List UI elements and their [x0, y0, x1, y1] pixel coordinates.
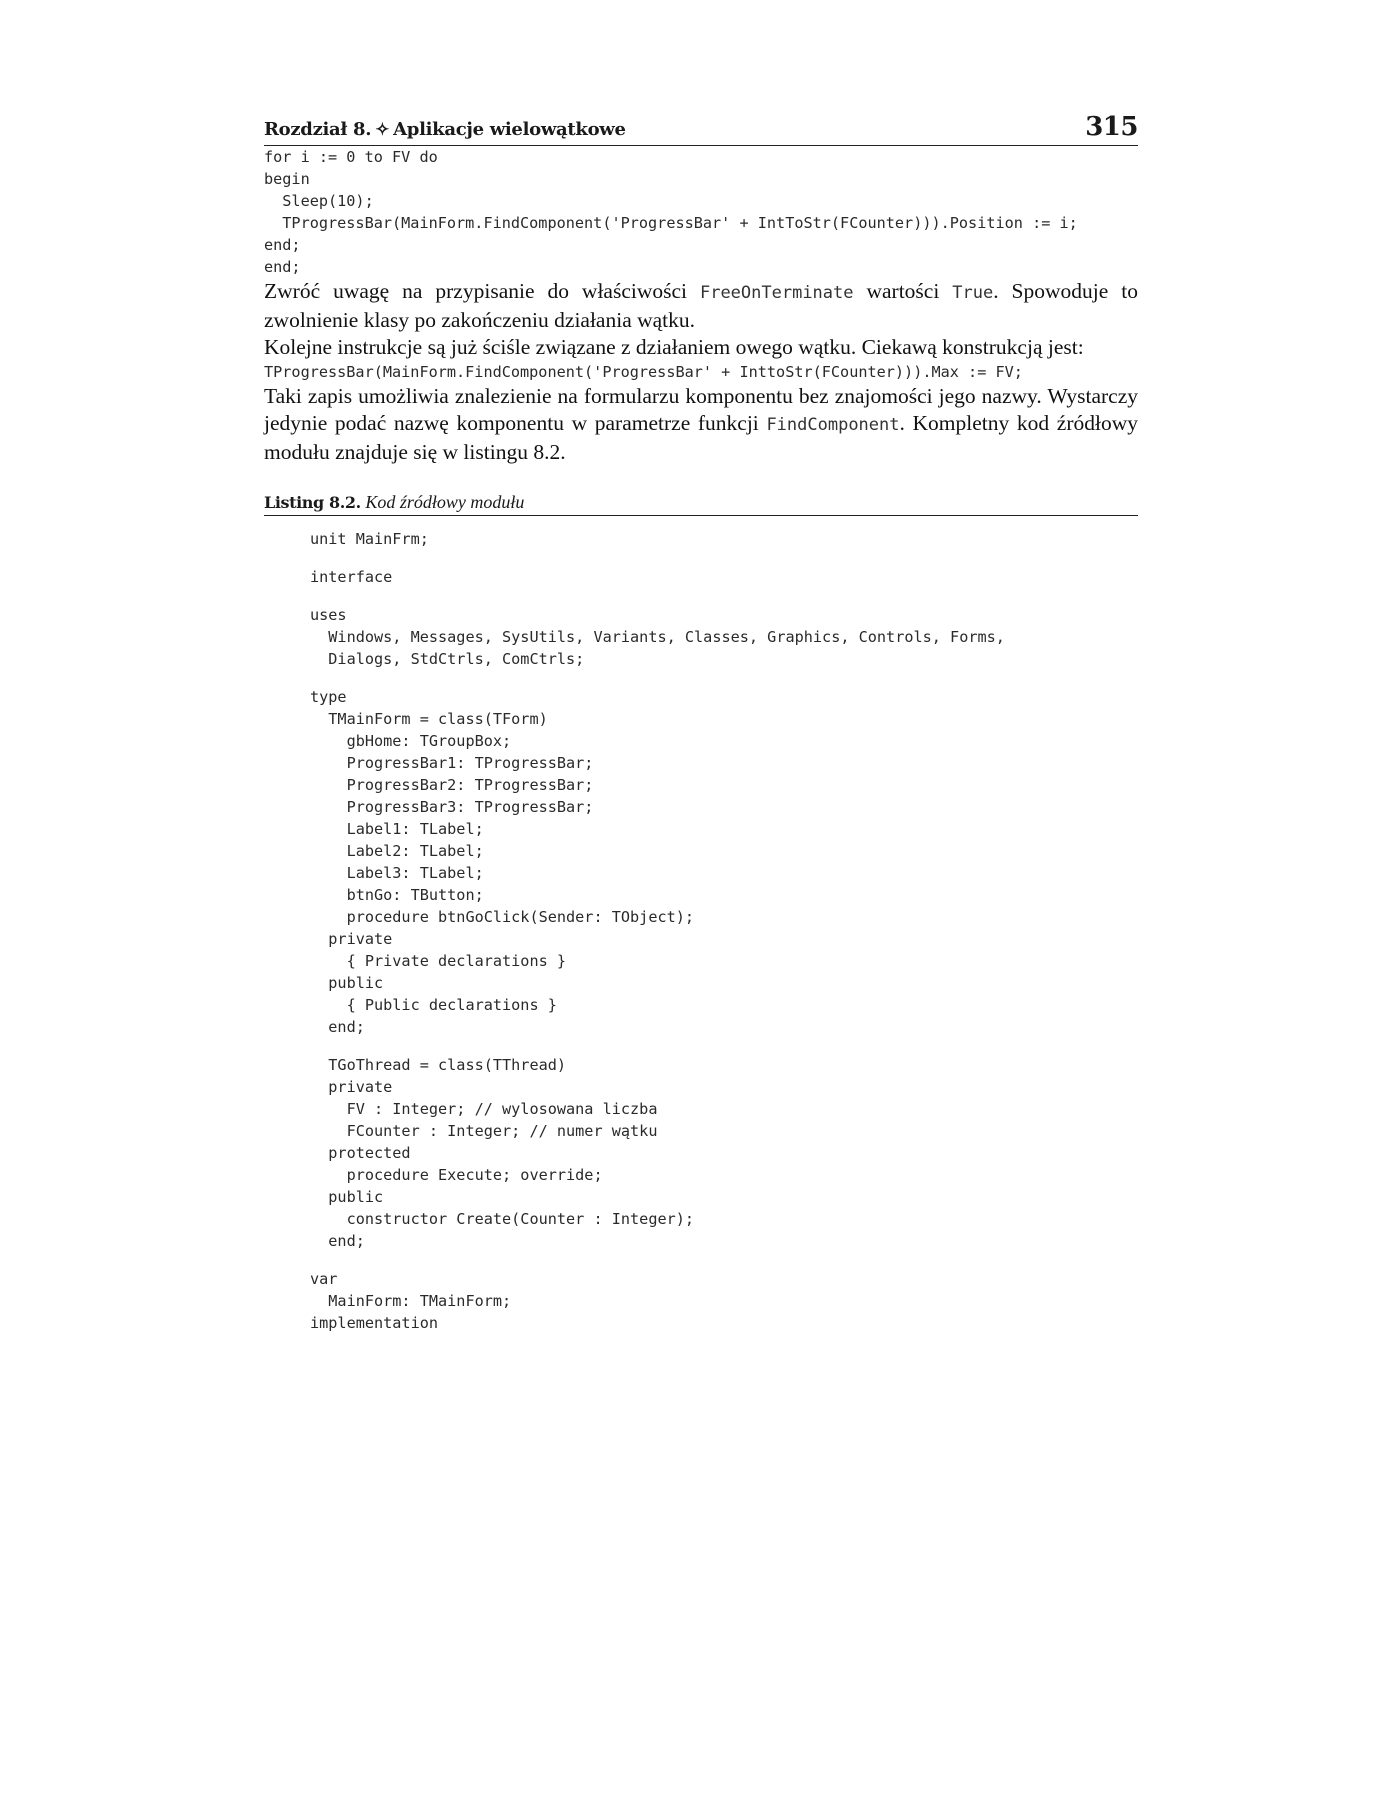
inline-code: FreeOnTerminate [699, 283, 854, 303]
page-number: 315 [1085, 112, 1138, 142]
running-head [264, 100, 1138, 146]
diamond-icon: ✧ [375, 120, 390, 140]
code-block-type-gothread: TGoThread = class(TThread) private FV : Integer; // wylosowana liczba FCounter : Integer; // numer wątku protected procedure Execute; override; public constructor Create(Counter : Integer); end; [328, 1056, 695, 1250]
listing-title: Kod źródłowy modułu [365, 492, 525, 512]
inline-code: FindComponent [766, 415, 900, 435]
paragraph-text: wartości [853, 279, 953, 303]
listing-label: Listing 8.2. [264, 493, 361, 512]
code-block-unit: unit MainFrm; [310, 530, 429, 548]
paragraph-text: Taki zapis umożliwia znalezienie na formularzu komponentu bez znajomości jego nazwy. Wystarczy jedynie podać nazwę komponentu w parametrze funkcji [264, 384, 1138, 435]
paragraph-text: . Kompletny kod źródłowy modułu znajduje się w listingu 8.2. [264, 411, 1138, 464]
paragraph-free-on-terminate [264, 278, 1138, 334]
code-block-var: var MainForm: TMainForm; implementation [310, 1270, 512, 1332]
listing-code [310, 528, 1138, 1334]
inline-code: True [952, 283, 994, 303]
paragraph-text: . Spowoduje to zwolnienie klasy po zakończeniu działania wątku. [264, 279, 1138, 332]
code-block-interface: interface [310, 568, 393, 586]
code-spacer [310, 1038, 1138, 1054]
paragraph-find-component [264, 383, 1138, 466]
code-block-type-mainform: type TMainForm = class(TForm) gbHome: TGroupBox; ProgressBar1: TProgressBar; ProgressBar2: TProgressBar; ProgressBar3: TProgressBar; Label1: TLabel; Label2: TLabel; Label3: TLabel; btnGo: TButton; procedure btnGoClick(Sender: TObject); private { Private declarations } public { Public declarations } end; [310, 688, 695, 1036]
code-block-uses: uses Windows, Messages, SysUtils, Variants, Classes, Graphics, Controls, Forms, Dialogs, StdCtrls, ComCtrls; [310, 606, 1005, 668]
paragraph-text: Zwróć uwagę na przypisanie do właściwości [264, 279, 700, 303]
chapter-heading [264, 119, 626, 142]
chapter-number: Rozdział 8. [264, 119, 372, 140]
chapter-title: Aplikacje wielowątkowe [393, 119, 626, 140]
code-spacer [310, 670, 1138, 686]
code-spacer [310, 588, 1138, 604]
code-snippet-max: TProgressBar(MainForm.FindComponent('ProgressBar' + InttoStr(FCounter))).Max := FV; [264, 363, 1023, 381]
code-spacer [310, 550, 1138, 566]
paragraph-construction: Kolejne instrukcje są już ściśle związane z działaniem owego wątku. Ciekawą konstrukcją jest: [264, 335, 1084, 359]
code-spacer [310, 1252, 1138, 1268]
book-page [264, 100, 1138, 1334]
listing-caption [264, 492, 1138, 516]
code-snippet-loop: for i := 0 to FV do begin Sleep(10); TProgressBar(MainForm.FindComponent('ProgressBar' + IntToStr(FCounter))).Position := i; end; end; [264, 148, 1078, 276]
